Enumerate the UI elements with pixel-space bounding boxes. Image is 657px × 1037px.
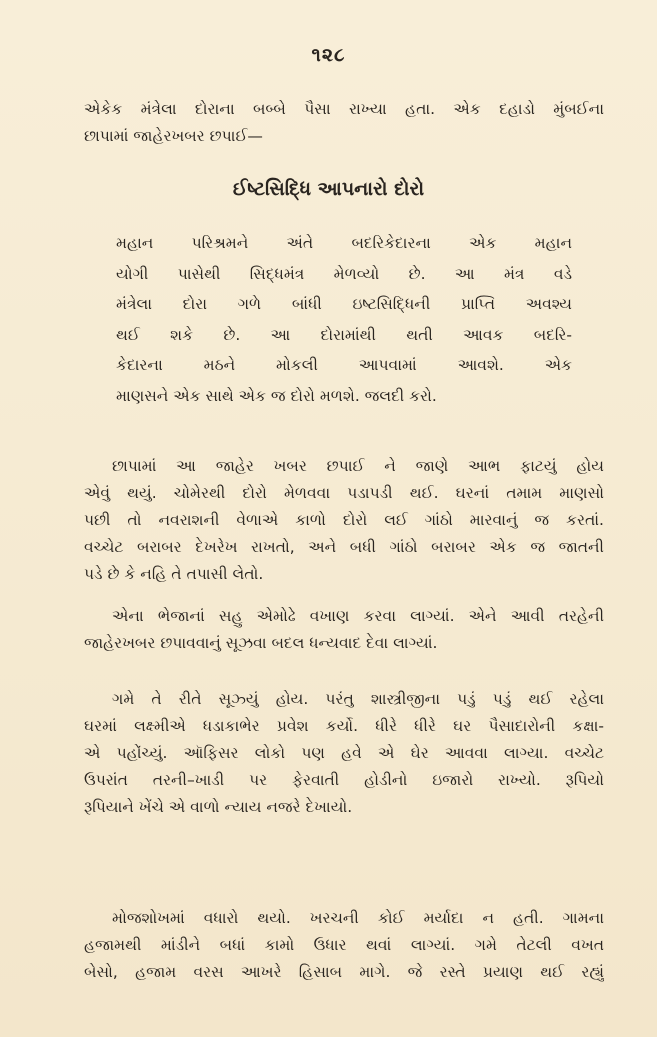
paragraph-line: મોજશોખમાં વધારો થયો. ખરચની કોઈ મર્યાદા ન હતી. ગામના [112, 909, 604, 927]
paragraph-line: પડે છે કે નહિ તે તપાસી લેતો. [84, 565, 264, 583]
paragraph-line: રૂપિયાને ખેંચે એ વાળો ન્યાય નજરે દેખાયો. [84, 798, 353, 816]
paragraph-line: વચ્ચેટ બરાબર દેખરેખ રાખતો, અને બધી ગાંઠો બરાબર એક જ જાતની [84, 538, 604, 556]
advertisement-line: મહાન પરિશ્રમને અંતે બદરિકેદારના એક મહાન [116, 234, 572, 252]
paragraph [84, 453, 604, 588]
paragraph-line: એના ભેજાનાં સહુ એમોઢે વખાણ કરવા લાગ્યાં. એને આવી તરહેની [112, 607, 604, 625]
advertisement-line: માણસને એક સાથે એક જ દોરો મળશે. જલદી કરો. [116, 386, 437, 405]
paragraph-line: છાપામાં આ જાહેર ખબર છપાઈ ને જાણે આભ ફાટયું હોય [112, 457, 604, 475]
advertisement-line: કેદારના મઠને મોકલી આપવામાં આવશે. એક [116, 356, 572, 374]
intro-line: એકેક મંત્રેલા દોરાના બબ્બે પૈસા રાખ્યા હતા. એક દહાડો મુંબઈના [84, 100, 604, 118]
intro-line: છાપામાં જાહેરખબર છપાઈ— [84, 127, 263, 145]
paragraph-line: પછી તો નવરાશની વેળાએ કાળો દોરો લઈ ગાંઠો મારવાનું જ કરતાં. [84, 511, 604, 529]
paragraph-line: બેસો, હજામ વરસ આખરે હિસાબ માગે. જે રસ્તે પ્રયાણ થઈ રહ્યું [84, 963, 604, 981]
intro-text [84, 96, 604, 150]
paragraph [84, 905, 604, 986]
paragraph-line: ઉપરાંત તરની–ખાડી પર ફેરવાતી હોડીનો ઇજારો રાખ્યો. રૂપિયો [84, 771, 604, 789]
paragraph [84, 686, 604, 821]
advertisement-line: યોગી પાસેથી સિદ્ધમંત્ર મેળવ્યો છે. આ મંત્ર વડે [116, 264, 572, 283]
paragraph-line: એ પહોંચ્યું. ઑફિસર લોકો પણ હવે એ ઘેર આવવા લાગ્યા. વચ્ચેટ [84, 744, 604, 762]
paragraph-line: ગમે તે રીતે સૂઝ્યું હોય. પરંતુ શાસ્ત્રીજીના પડું પડું થઈ રહેલા [112, 690, 604, 708]
page-number: ૧૨૮ [311, 44, 346, 66]
advertisement-line: મંત્રેલા દોરા ગળે બાંધી ઇષ્ટસિદ્ધિની પ્રાપ્તિ અવશ્ય [116, 295, 572, 313]
paragraph-line: એવું થયું. ચોમેરથી દોરો મેળવવા પડાપડી થઈ. ઘરનાં તમામ માણસો [84, 484, 604, 502]
advertisement-line: થઈ શકે છે. આ દોરામાંથી થતી આવક બદરિ- [116, 325, 572, 344]
paragraph [84, 603, 604, 657]
paragraph-line: હજામથી માંડીને બધાં કામો ઉધાર થવાં લાગ્યાં. ગમે તેટલી વખત [84, 936, 604, 954]
advertisement-heading: ઈષ્ટસિદ્ધિ આપનારો દોરો [232, 178, 425, 200]
paragraph-line: ઘરમાં લક્ષ્મીએ ધડાકાભેર પ્રવેશ કર્યો. ધીરે ધીરે ઘર પૈસાદારોની કક્ષા- [84, 717, 604, 735]
paragraph-line: જાહેરખબર છપાવવાનું સૂઝવા બદલ ધન્યવાદ દેવા લાગ્યાં. [84, 634, 438, 652]
advertisement-body [116, 228, 572, 411]
